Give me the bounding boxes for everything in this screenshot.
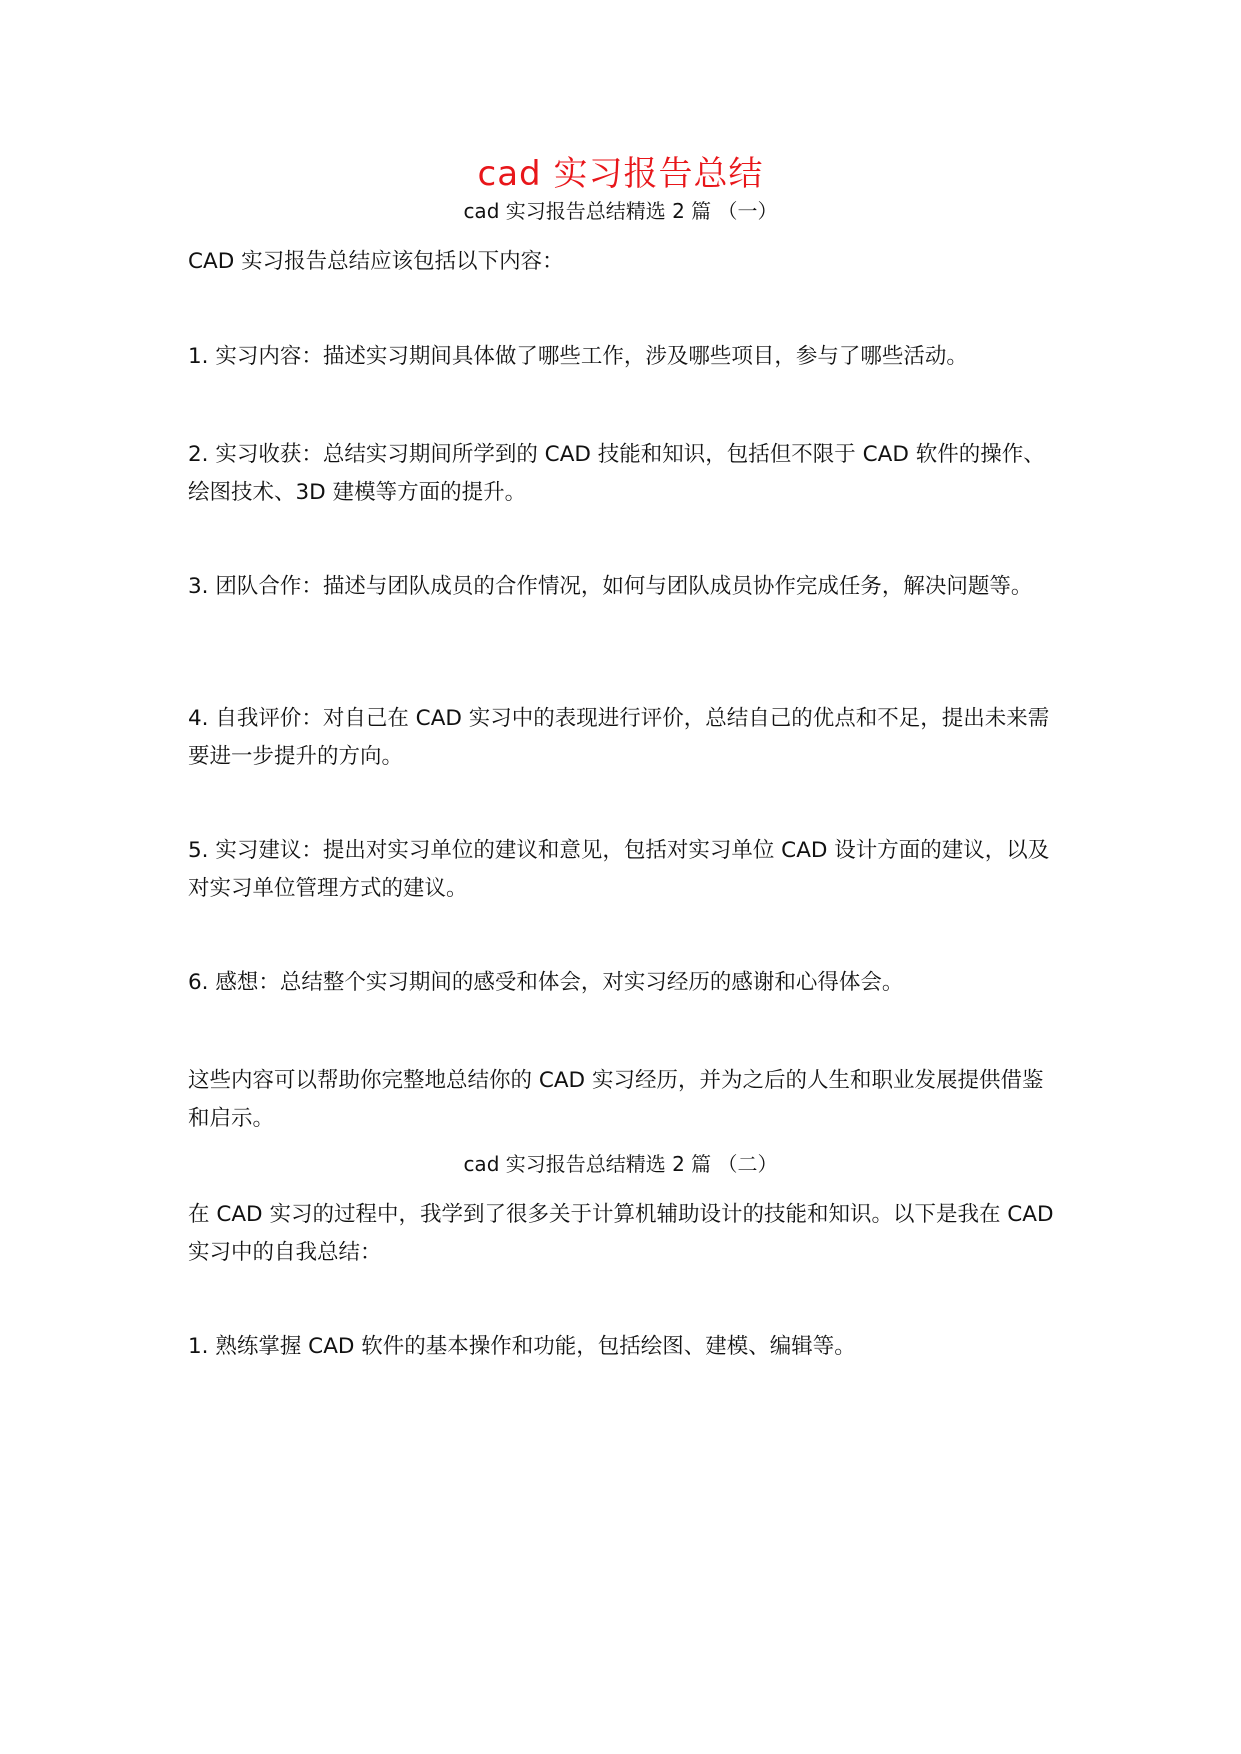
list-item-2: 2. 实习收获：总结实习期间所学到的 CAD 技能和知识，包括但不限于 CAD 软件的操作、绘图技术、3D 建模等方面的提升。 [188, 442, 1045, 505]
section-heading-1: cad 实习报告总结精选 2 篇 （一） [463, 199, 778, 223]
list-item-4: 4. 自我评价：对自己在 CAD 实习中的表现进行评价，总结自己的优点和不足，提出未来需要进一步提升的方向。 [188, 706, 1050, 769]
section-heading-2: cad 实习报告总结精选 2 篇 （二） [463, 1152, 778, 1176]
list-item-6: 6. 感想：总结整个实习期间的感受和体会，对实习经历的感谢和心得体会。 [188, 970, 904, 995]
intro-paragraph-2: 在 CAD 实习的过程中，我学到了很多关于计算机辅助设计的技能和知识。以下是我在 CAD 实习中的自我总结： [188, 1202, 1054, 1265]
list-item-1: 1. 实习内容：描述实习期间具体做了哪些工作，涉及哪些项目，参与了哪些活动。 [188, 344, 968, 369]
document-title: cad 实习报告总结 [477, 154, 764, 194]
list-item-3: 3. 团队合作：描述与团队成员的合作情况，如何与团队成员协作完成任务，解决问题等。 [188, 574, 1033, 599]
intro-paragraph-1: CAD 实习报告总结应该包括以下内容： [188, 249, 564, 274]
conclusion-paragraph: 这些内容可以帮助你完整地总结你的 CAD 实习经历，并为之后的人生和职业发展提供借鉴和启示。 [188, 1068, 1044, 1131]
list-item-5: 5. 实习建议：提出对实习单位的建议和意见，包括对实习单位 CAD 设计方面的建议，以及对实习单位管理方式的建议。 [188, 838, 1050, 901]
list-item-7: 1. 熟练掌握 CAD 软件的基本操作和功能，包括绘图、建模、编辑等。 [188, 1334, 856, 1359]
